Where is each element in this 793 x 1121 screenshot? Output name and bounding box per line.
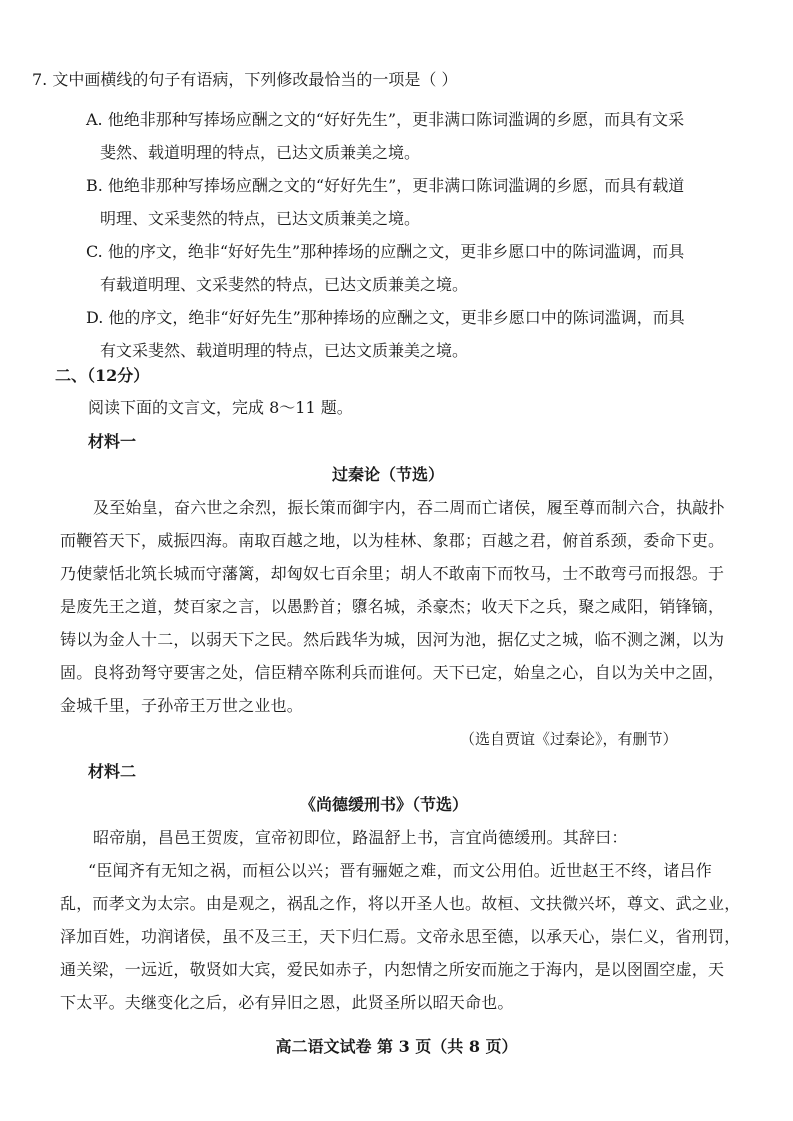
question-7-stem: 7. 文中画横线的句子有语病，下列修改最恰当的一项是（ ） (32, 70, 458, 89)
material-2-line: 昭帝崩，昌邑王贺废，宣帝初即位，路温舒上书，言宜尚德缓刑。其辞曰： (93, 828, 628, 847)
material-1-line: 而鞭笞天下，威振四海。南取百越之地，以为桂林、象郡；百越之君，俯首系颈，委命下吏。 (60, 531, 725, 550)
material-2-label: 材料二 (88, 762, 137, 781)
material-1-line: 铸以为金人十二，以弱天下之民。然后践华为城，因河为池，据亿丈之城，临不测之渊，以为 (60, 630, 725, 649)
material-1-line: 固。良将劲弩守要害之处，信臣精卒陈利兵而谁何。天下已定，始皇之心，自以为关中之固， (60, 663, 725, 682)
material-2-title: 《尚德缓刑书》（节选） (300, 795, 469, 814)
option-a-line1: A. 他绝非那种写捧场应酬之文的“好好先生”，更非满口陈词滥调的乡愿，而具有文采 (86, 110, 685, 129)
option-c-line1: C. 他的序文，绝非“好好先生”那种捧场的应酬之文，更非乡愿口中的陈词滥调，而具 (86, 242, 685, 261)
material-2-line: 通关梁，一远近，敬贤如大宾，爱民如赤子，内恕情之所安而施之于海内，是以囹圄空虚，天 (60, 960, 725, 979)
material-1-title: 过秦论（节选） (332, 465, 445, 484)
page-footer: 高二语文试卷 第 3 页（共 8 页） (275, 1037, 518, 1056)
option-d-line2: 有文采斐然、载道明理的特点，已达文质兼美之境。 (100, 341, 469, 360)
material-1-line: 金城千里，子孙帝王万世之业也。 (60, 696, 304, 715)
material-2-line: “臣闻齐有无知之祸，而桓公以兴；晋有骊姬之难，而文公用伯。近世赵王不终，诸吕作 (88, 861, 712, 880)
option-a-line2: 斐然、载道明理的特点，已达文质兼美之境。 (100, 143, 421, 162)
material-1-line: 乃使蒙恬北筑长城而守藩篱，却匈奴七百余里；胡人不敢南下而牧马，士不敢弯弓而报怨。于 (60, 564, 725, 583)
section-instruction: 阅读下面的文言文，完成 8～11 题。 (88, 398, 353, 417)
material-1-line: 是废先王之道，焚百家之言，以愚黔首；隳名城，杀豪杰；收天下之兵，聚之咸阳，销锋镝， (60, 597, 725, 616)
material-2-line: 下太平。夫继变化之后，必有异旧之恩，此贤圣所以昭天命也。 (60, 993, 514, 1012)
option-c-line2: 有载道明理、文采斐然的特点，已达文质兼美之境。 (100, 275, 469, 294)
option-d-line1: D. 他的序文，绝非“好好先生”那种捧场的应酬之文，更非乡愿口中的陈词滥调，而具 (86, 308, 685, 327)
section-heading: 二、（12分） (55, 366, 150, 385)
option-b-line1: B. 他绝非那种写捧场应酬之文的“好好先生”，更非满口陈词滥调的乡愿，而具有载道 (86, 176, 685, 195)
material-2-line: 乱，而孝文为太宗。由是观之，祸乱之作，将以开圣人也。故桓、文扶微兴坏，尊文、武之业， (60, 894, 741, 913)
material-2-line: 泽加百姓，功润诸侯，虽不及三王，天下归仁焉。文帝永思至德，以承天心，崇仁义，省刑罚， (60, 927, 741, 946)
option-b-line2: 明理、文采斐然的特点，已达文质兼美之境。 (100, 209, 421, 228)
material-1-label: 材料一 (88, 432, 137, 451)
material-1-source: （选自贾谊《过秦论》，有删节） (460, 730, 678, 748)
material-1-line: 及至始皇，奋六世之余烈，振长策而御宇内，吞二周而亡诸侯，履至尊而制六合，执敲扑 (93, 498, 725, 517)
